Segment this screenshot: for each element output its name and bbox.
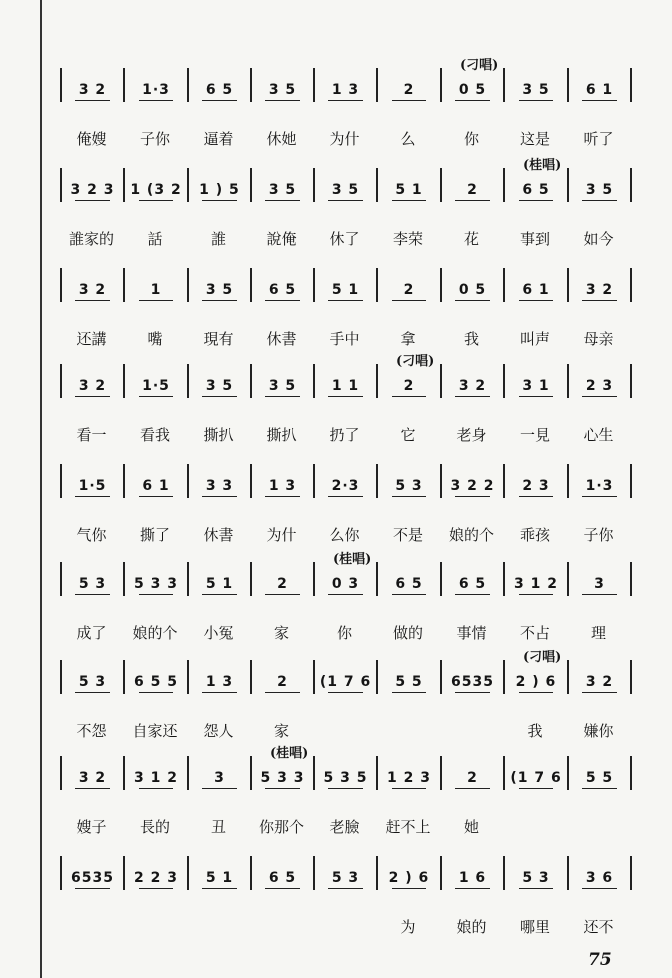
lyric-syllable — [123, 916, 187, 938]
score-system — [60, 474, 630, 544]
lyrics-line — [60, 524, 630, 546]
singer-role-marking: (刁唱) — [523, 650, 562, 665]
measure-notes: 1·3 — [569, 474, 630, 498]
lyric-syllable — [567, 816, 630, 838]
lyric-syllable: 怨人 — [203, 722, 234, 740]
measure-notes: 1 6 — [442, 866, 503, 890]
notation-line — [60, 178, 630, 208]
measure-notes: 1 3 — [189, 670, 250, 694]
measure-notes: 1 — [125, 278, 187, 302]
lyric-syllable: 为什 — [329, 130, 360, 148]
measure-notes: 1·5 — [62, 474, 123, 498]
lyric-syllable: 娘的个 — [132, 624, 178, 642]
measure-notes: 5 3 3 — [125, 572, 187, 596]
measure-notes: 3 2 — [62, 78, 123, 102]
barline — [630, 168, 632, 202]
lyrics-line — [60, 720, 630, 742]
lyric-syllable: 为 — [400, 918, 416, 936]
measure-notes: 1 1 — [315, 374, 376, 398]
lyric-syllable: 赶不上 — [385, 818, 431, 836]
measure-notes: 5 5 — [378, 670, 440, 694]
page-number: 75 — [588, 950, 612, 970]
lyric-syllable: 拿 — [400, 330, 416, 348]
measure-notes: 2 — [378, 78, 440, 102]
measure-notes: 3 5 — [505, 78, 567, 102]
measure-notes: 2 — [442, 766, 503, 790]
measure-notes: 5 3 — [315, 866, 376, 890]
lyric-syllable: 么你 — [329, 526, 360, 544]
lyric-syllable: 叫声 — [519, 330, 550, 348]
lyric-syllable: 家 — [273, 624, 289, 642]
lyric-syllable: 你 — [336, 624, 352, 642]
measure-notes: 3 2 — [569, 670, 630, 694]
lyric-syllable: 哪里 — [519, 918, 550, 936]
lyric-syllable: 做的 — [392, 624, 423, 642]
measure-notes: 3 3 — [189, 474, 250, 498]
measure-notes: (1 7 6 — [315, 670, 376, 694]
measure-notes: 1 3 — [252, 474, 313, 498]
lyric-syllable: 子你 — [583, 526, 614, 544]
lyric-syllable: 听了 — [583, 130, 614, 148]
lyric-syllable: 休了 — [329, 230, 360, 248]
measure-notes: 3 5 — [252, 178, 313, 202]
notation-line — [60, 766, 630, 796]
lyric-syllable: 还不 — [583, 918, 614, 936]
lyric-syllable: 这是 — [519, 130, 550, 148]
lyric-syllable: 嘴 — [147, 330, 163, 348]
lyric-syllable: 嫌你 — [583, 722, 614, 740]
measure-notes: 6 5 — [189, 78, 250, 102]
lyric-syllable: 俺嫂 — [76, 130, 107, 148]
measure-notes: 2 — [252, 572, 313, 596]
lyric-syllable: 長的 — [139, 818, 170, 836]
measure-notes: 5 3 — [378, 474, 440, 498]
measure-notes: 5 3 — [62, 670, 123, 694]
lyric-syllable: 李荣 — [392, 230, 423, 248]
lyric-syllable: 母亲 — [583, 330, 614, 348]
lyric-syllable: 事情 — [456, 624, 487, 642]
lyric-syllable: 她 — [463, 818, 479, 836]
measure-notes: 2 ) 6 — [505, 670, 567, 694]
lyric-syllable: 娘的个 — [448, 526, 494, 544]
measure-notes: 3 2 — [62, 766, 123, 790]
lyric-syllable: 休書 — [203, 526, 234, 544]
measure-notes: 5 1 — [189, 572, 250, 596]
lyric-syllable: 一見 — [519, 426, 550, 444]
measure-notes: 5 3 — [505, 866, 567, 890]
lyrics-line — [60, 916, 630, 938]
measure-notes: 6 5 — [378, 572, 440, 596]
measure-notes: (1 7 6 — [505, 766, 567, 790]
measure-notes: 6 5 — [252, 866, 313, 890]
measure-notes: 3 1 2 — [125, 766, 187, 790]
lyric-syllable: 看一 — [76, 426, 107, 444]
measure-notes: 3 2 2 — [442, 474, 503, 498]
lyrics-line — [60, 816, 630, 838]
notation-line — [60, 866, 630, 896]
measure-notes: 2 — [252, 670, 313, 694]
lyric-syllable: 乖孩 — [519, 526, 550, 544]
measure-notes: 1 (3 2 — [125, 178, 187, 202]
notation-line — [60, 374, 630, 404]
lyric-syllable: 小冤 — [203, 624, 234, 642]
lyric-syllable: 誰 — [210, 230, 226, 248]
measure-notes: 3 — [189, 766, 250, 790]
lyric-syllable — [60, 916, 123, 938]
singer-role-marking: (刁唱) — [460, 58, 499, 73]
notation-line — [60, 78, 630, 108]
measure-notes: 0 5 — [442, 78, 503, 102]
lyrics-line — [60, 128, 630, 150]
measure-notes: 5 1 — [378, 178, 440, 202]
notation-line — [60, 572, 630, 602]
lyric-syllable: 你 — [463, 130, 479, 148]
lyric-syllable: 逼着 — [203, 130, 234, 148]
measure-notes: 6 5 — [252, 278, 313, 302]
measure-notes: 6 5 5 — [125, 670, 187, 694]
measure-notes: 3 1 — [505, 374, 567, 398]
score-system — [60, 650, 630, 740]
notation-line — [60, 278, 630, 308]
score-system — [60, 158, 630, 248]
lyric-syllable: 不怨 — [76, 722, 107, 740]
lyric-syllable: 理 — [590, 624, 606, 642]
barline — [630, 464, 632, 498]
barline — [630, 856, 632, 890]
measure-notes: 5 3 3 — [252, 766, 313, 790]
barline — [630, 68, 632, 102]
measure-notes: 6 5 — [442, 572, 503, 596]
measure-notes: 3 1 2 — [505, 572, 567, 596]
lyric-syllable: 撕扒 — [203, 426, 234, 444]
lyric-syllable: 不是 — [392, 526, 423, 544]
lyric-syllable: 老身 — [456, 426, 487, 444]
score-system — [60, 746, 630, 836]
measure-notes: 6535 — [442, 670, 503, 694]
lyric-syllable: 誰家的 — [68, 230, 114, 248]
lyric-syllable: 現有 — [203, 330, 234, 348]
lyric-syllable: 撕扒 — [266, 426, 297, 444]
measure-notes: 2 — [442, 178, 503, 202]
lyric-syllable — [313, 720, 376, 742]
lyric-syllable: 看我 — [139, 426, 170, 444]
measure-notes: 2 3 — [569, 374, 630, 398]
measure-notes: 2 ) 6 — [378, 866, 440, 890]
lyric-syllable: 手中 — [329, 330, 360, 348]
lyric-syllable: 我 — [527, 722, 543, 740]
measure-notes: 1 2 3 — [378, 766, 440, 790]
measure-notes: 3 5 — [252, 374, 313, 398]
notation-line — [60, 670, 630, 700]
lyric-syllable — [250, 916, 313, 938]
lyric-syllable: 娘的 — [456, 918, 487, 936]
lyric-syllable: 丑 — [210, 818, 226, 836]
measure-notes: 3 2 — [442, 374, 503, 398]
lyric-syllable: 撕了 — [139, 526, 170, 544]
lyric-syllable: 花 — [463, 230, 479, 248]
lyric-syllable: 休書 — [266, 330, 297, 348]
measure-notes: 5 1 — [189, 866, 250, 890]
barline — [630, 562, 632, 596]
lyric-syllable — [440, 720, 503, 742]
page-left-rule — [40, 0, 42, 978]
measure-notes: 3 2 — [569, 278, 630, 302]
lyric-syllable — [313, 916, 376, 938]
lyric-syllable: 还講 — [76, 330, 107, 348]
measure-notes: 2·3 — [315, 474, 376, 498]
measure-notes: 2 3 — [505, 474, 567, 498]
measure-notes: 2 — [378, 374, 440, 398]
lyric-syllable — [503, 816, 567, 838]
measure-notes: 5 3 — [62, 572, 123, 596]
lyric-syllable: 它 — [400, 426, 416, 444]
measure-notes: 6 1 — [505, 278, 567, 302]
lyric-syllable: 我 — [463, 330, 479, 348]
score-system — [60, 354, 630, 444]
score-system — [60, 552, 630, 642]
barline — [630, 756, 632, 790]
measure-notes: 5 1 — [315, 278, 376, 302]
lyric-syllable: 为什 — [266, 526, 297, 544]
score-system — [60, 58, 630, 148]
barline — [630, 364, 632, 398]
measure-notes: 3 5 — [315, 178, 376, 202]
measure-notes: 0 3 — [315, 572, 376, 596]
measure-notes: 3 2 — [62, 278, 123, 302]
singer-role-marking: (桂唱) — [523, 158, 562, 173]
lyric-syllable: 你那个 — [258, 818, 304, 836]
lyric-syllable: 說俺 — [266, 230, 297, 248]
lyric-syllable: 家 — [273, 722, 289, 740]
measure-notes: 3 5 — [252, 78, 313, 102]
measure-notes: 3 2 — [62, 374, 123, 398]
measure-notes: 3 5 — [189, 278, 250, 302]
notation-line — [60, 474, 630, 504]
singer-role-marking: (桂唱) — [270, 746, 309, 761]
barline — [630, 660, 632, 694]
lyric-syllable: 老臉 — [329, 818, 360, 836]
measure-notes: 2 2 3 — [125, 866, 187, 890]
lyrics-line — [60, 228, 630, 250]
lyrics-line — [60, 622, 630, 644]
measure-notes: 5 5 — [569, 766, 630, 790]
lyric-syllable: 休她 — [266, 130, 297, 148]
lyrics-line — [60, 424, 630, 446]
measure-notes: 3 6 — [569, 866, 630, 890]
lyric-syllable: 不占 — [519, 624, 550, 642]
lyrics-line — [60, 328, 630, 350]
lyric-syllable — [376, 720, 440, 742]
measure-notes: 1 3 — [315, 78, 376, 102]
lyric-syllable: 成了 — [76, 624, 107, 642]
measure-notes: 1·3 — [125, 78, 187, 102]
measure-notes: 6 5 — [505, 178, 567, 202]
measure-notes: 3 — [569, 572, 630, 596]
measure-notes: 5 3 5 — [315, 766, 376, 790]
measure-notes: 2 — [378, 278, 440, 302]
measure-notes: 0 5 — [442, 278, 503, 302]
lyric-syllable: 話 — [147, 230, 163, 248]
measure-notes: 6 1 — [569, 78, 630, 102]
singer-role-marking: (刁唱) — [396, 354, 435, 369]
lyric-syllable: 自家还 — [132, 722, 178, 740]
measure-notes: 6535 — [62, 866, 123, 890]
lyric-syllable: 心生 — [583, 426, 614, 444]
measure-notes: 3 2 3 — [62, 178, 123, 202]
measure-notes: 6 1 — [125, 474, 187, 498]
lyric-syllable: 么 — [400, 130, 416, 148]
measure-notes: 3 5 — [189, 374, 250, 398]
measure-notes: 3 5 — [569, 178, 630, 202]
singer-role-marking: (桂唱) — [333, 552, 372, 567]
measure-notes: 1 ) 5 — [189, 178, 250, 202]
lyric-syllable: 事到 — [519, 230, 550, 248]
lyric-syllable: 嫂子 — [76, 818, 107, 836]
lyric-syllable — [187, 916, 250, 938]
score-system — [60, 278, 630, 348]
measure-notes: 1·5 — [125, 374, 187, 398]
lyric-syllable: 气你 — [76, 526, 107, 544]
score-system — [60, 866, 630, 936]
lyric-syllable: 子你 — [139, 130, 170, 148]
barline — [630, 268, 632, 302]
lyric-syllable: 如今 — [583, 230, 614, 248]
lyric-syllable: 扔了 — [329, 426, 360, 444]
